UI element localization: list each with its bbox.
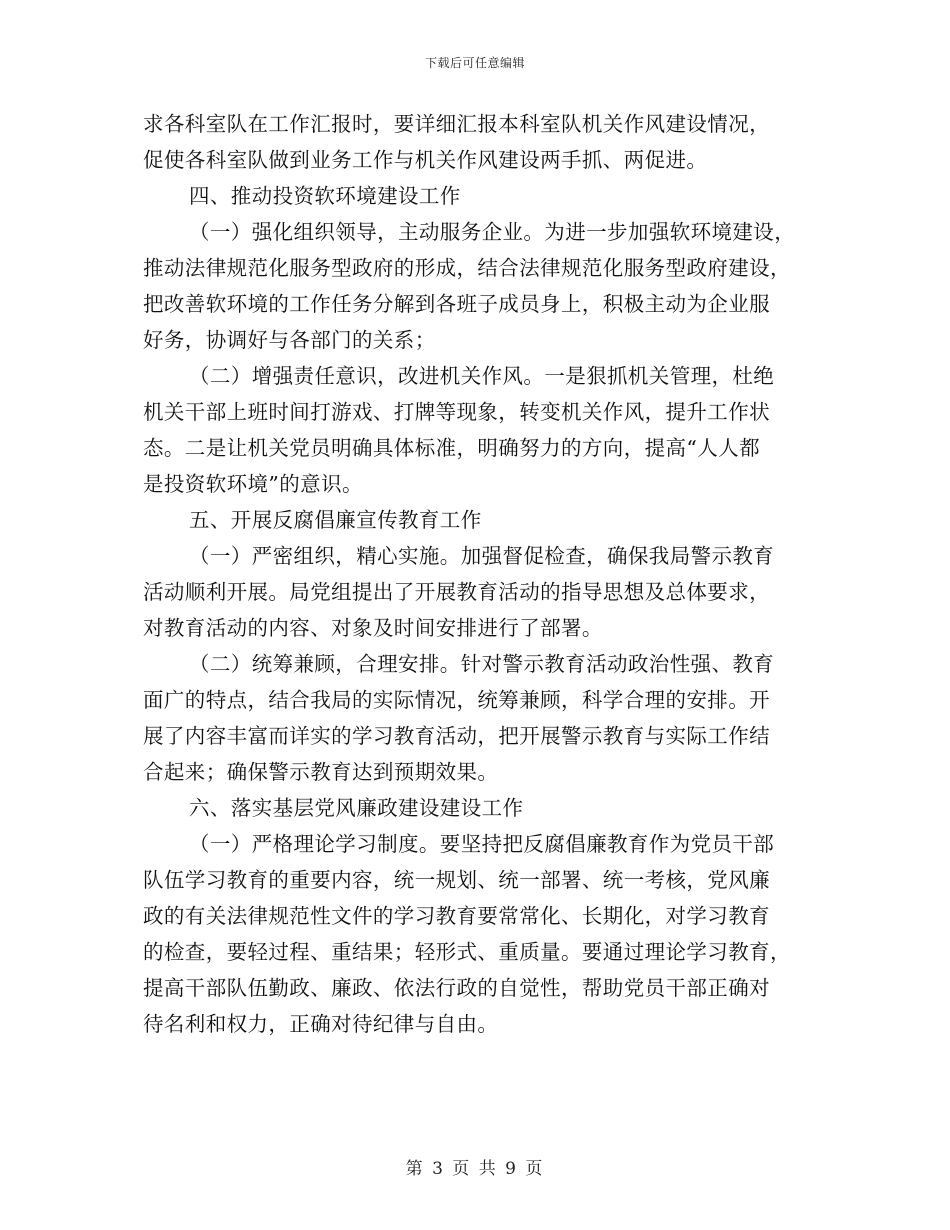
page-number: 第 3 页 共 9 页 [405, 1159, 545, 1179]
paragraph-line: 提高干部队伍勤政、廉政、依法行政的自觉性，帮助党员干部正确对 [143, 976, 770, 1000]
paragraph-line: 展了内容丰富而详实的学习教育活动，把开展警示教育与实际工作结 [143, 724, 770, 748]
paragraph-line: 机关干部上班时间打游戏、打牌等现象，转变机关作风，提升工作状 [143, 400, 770, 424]
paragraph-line: （二）统筹兼顾，合理安排。针对警示教育活动政治性强、教育 [189, 652, 775, 676]
paragraph-line: 求各科室队在工作汇报时，要详细汇报本科室队机关作风建设情况， [143, 112, 770, 136]
paragraph-line: 活动顺利开展。局党组提出了开展教育活动的指导思想及总体要求， [143, 580, 770, 604]
section-heading: 五、开展反腐倡廉宣传教育工作 [189, 508, 482, 532]
section-heading: 六、落实基层党风廉政建设建设工作 [189, 796, 524, 820]
section-heading: 四、推动投资软环境建设工作 [189, 184, 461, 208]
paragraph-line: 政的有关法律规范性文件的学习教育要常常化、长期化，对学习教育 [143, 904, 770, 928]
paragraph-line: 待名利和权力，正确对待纪律与自由。 [143, 1012, 499, 1036]
paragraph-line: （一）严密组织，精心实施。加强督促检查，确保我局警示教育 [189, 544, 775, 568]
paragraph-line: 的检查，要轻过程、重结果；轻形式、重质量。要通过理论学习教育， [143, 940, 791, 964]
page-header: 下载后可任意编辑 [424, 56, 525, 70]
paragraph-line: 态。二是让机关党员明确具体标准，明确努力的方向，提高“人人都 [143, 436, 760, 460]
paragraph-line: 促使各科室队做到业务工作与机关作风建设两手抓、两促进。 [143, 148, 708, 172]
paragraph-line: （二）增强责任意识，改进机关作风。一是狠抓机关管理，杜绝 [189, 364, 775, 388]
paragraph-line: （一）严格理论学习制度。要坚持把反腐倡廉教育作为党员干部 [189, 832, 775, 856]
paragraph-line: 把改善软环境的工作任务分解到各班子成员身上，积极主动为企业服 [143, 292, 770, 316]
paragraph-line: 对教育活动的内容、对象及时间安排进行了部署。 [143, 616, 603, 640]
paragraph-line: 推动法律规范化服务型政府的形成，结合法律规范化服务型政府建设， [143, 256, 791, 280]
paragraph-line: 合起来；确保警示教育达到预期效果。 [143, 760, 499, 784]
paragraph-line: 面广的特点，结合我局的实际情况，统筹兼顾，科学合理的安排。开 [143, 688, 770, 712]
paragraph-line: 是投资软环境”的意识。 [143, 472, 363, 496]
document-body [143, 106, 811, 1042]
paragraph-line: 队伍学习教育的重要内容，统一规划、统一部署、统一考核，党风廉 [143, 868, 770, 892]
paragraph-line: （一）强化组织领导，主动服务企业。为进一步加强软环境建设， [189, 220, 796, 244]
paragraph-line: 好务，协调好与各部门的关系； [143, 328, 436, 352]
